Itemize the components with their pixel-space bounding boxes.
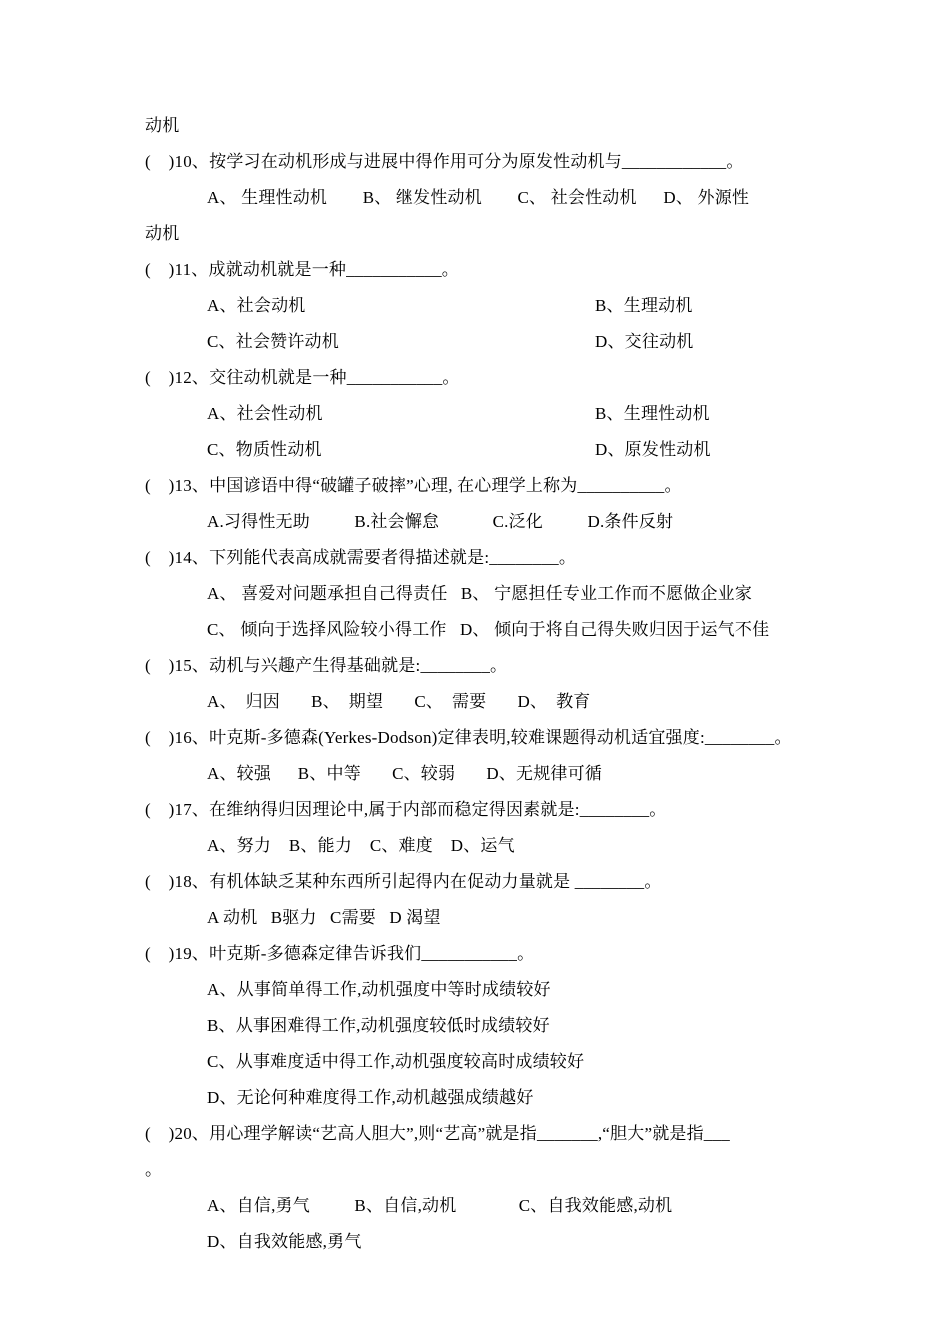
option-line: A、 归因 B、 期望 C、 需要 D、 教育: [207, 692, 591, 711]
option-row: [145, 288, 905, 324]
continuation-line: 。: [145, 1160, 163, 1179]
continuation-line: 动机: [145, 224, 180, 243]
option-row: [145, 324, 905, 360]
question-line: ( )12、交往动机就是一种___________。: [145, 368, 460, 387]
option-left: C、物质性动机: [207, 440, 322, 459]
option-line: A、 喜爱对问题承担自己得责任 B、 宁愿担任专业工作而不愿做企业家: [207, 584, 753, 603]
option-right: B、生理性动机: [595, 404, 710, 423]
option-line: A、较强 B、中等 C、较弱 D、无规律可循: [207, 764, 603, 783]
question-line: ( )15、动机与兴趣产生得基础就是:________。: [145, 656, 508, 675]
question-line: ( )20、用心理学解读“艺高人胆大”,则“艺高”就是指_______,“胆大”就是指___: [145, 1124, 730, 1143]
question-line: ( )14、下列能代表高成就需要者得描述就是:________。: [145, 548, 577, 567]
question-line: ( )11、成就动机就是一种___________。: [145, 260, 459, 279]
option-line: D、自我效能感,勇气: [207, 1232, 362, 1251]
continuation-line: 动机: [145, 116, 180, 135]
option-row: [145, 396, 905, 432]
question-line: ( )16、叶克斯-多德森(Yerkes-Dodson)定律表明,较难课题得动机适宜强度:________。: [145, 728, 792, 747]
option-line: C、 倾向于选择风险较小得工作 D、 倾向于将自己得失败归因于运气不佳: [207, 620, 770, 639]
question-line: ( )10、按学习在动机形成与进展中得作用可分为原发性动机与____________。: [145, 152, 744, 171]
option-left: A、社会性动机: [207, 404, 323, 423]
option-right: D、原发性动机: [595, 440, 711, 459]
question-line: ( )17、在维纳得归因理论中,属于内部而稳定得因素就是:________。: [145, 800, 667, 819]
option-line: B、从事困难得工作,动机强度较低时成绩较好: [207, 1016, 550, 1035]
question-line: ( )18、有机体缺乏某种东西所引起得内在促动力量就是 ________。: [145, 872, 662, 891]
question-line: ( )13、中国谚语中得“破罐子破摔”心理, 在心理学上称为__________。: [145, 476, 682, 495]
question-list: [145, 108, 905, 1260]
option-line: A、自信,勇气 B、自信,动机 C、自我效能感,动机: [207, 1196, 673, 1215]
option-line: A、 生理性动机 B、 继发性动机 C、 社会性动机 D、 外源性: [207, 188, 750, 207]
option-line: A、努力 B、能力 C、难度 D、运气: [207, 836, 515, 855]
option-right: B、生理动机: [595, 296, 693, 315]
option-line: D、无论何种难度得工作,动机越强成绩越好: [207, 1088, 534, 1107]
option-line: A、从事简单得工作,动机强度中等时成绩较好: [207, 980, 551, 999]
option-left: C、社会赞许动机: [207, 332, 339, 351]
option-row: [145, 432, 905, 468]
option-line: A 动机 B驱力 C需要 D 渴望: [207, 908, 441, 927]
question-line: ( )19、叶克斯-多德森定律告诉我们___________。: [145, 944, 535, 963]
option-right: D、交往动机: [595, 332, 694, 351]
option-left: A、社会动机: [207, 296, 306, 315]
option-line: C、从事难度适中得工作,动机强度较高时成绩较好: [207, 1052, 585, 1071]
option-line: A.习得性无助 B.社会懈怠 C.泛化 D.条件反射: [207, 512, 674, 531]
